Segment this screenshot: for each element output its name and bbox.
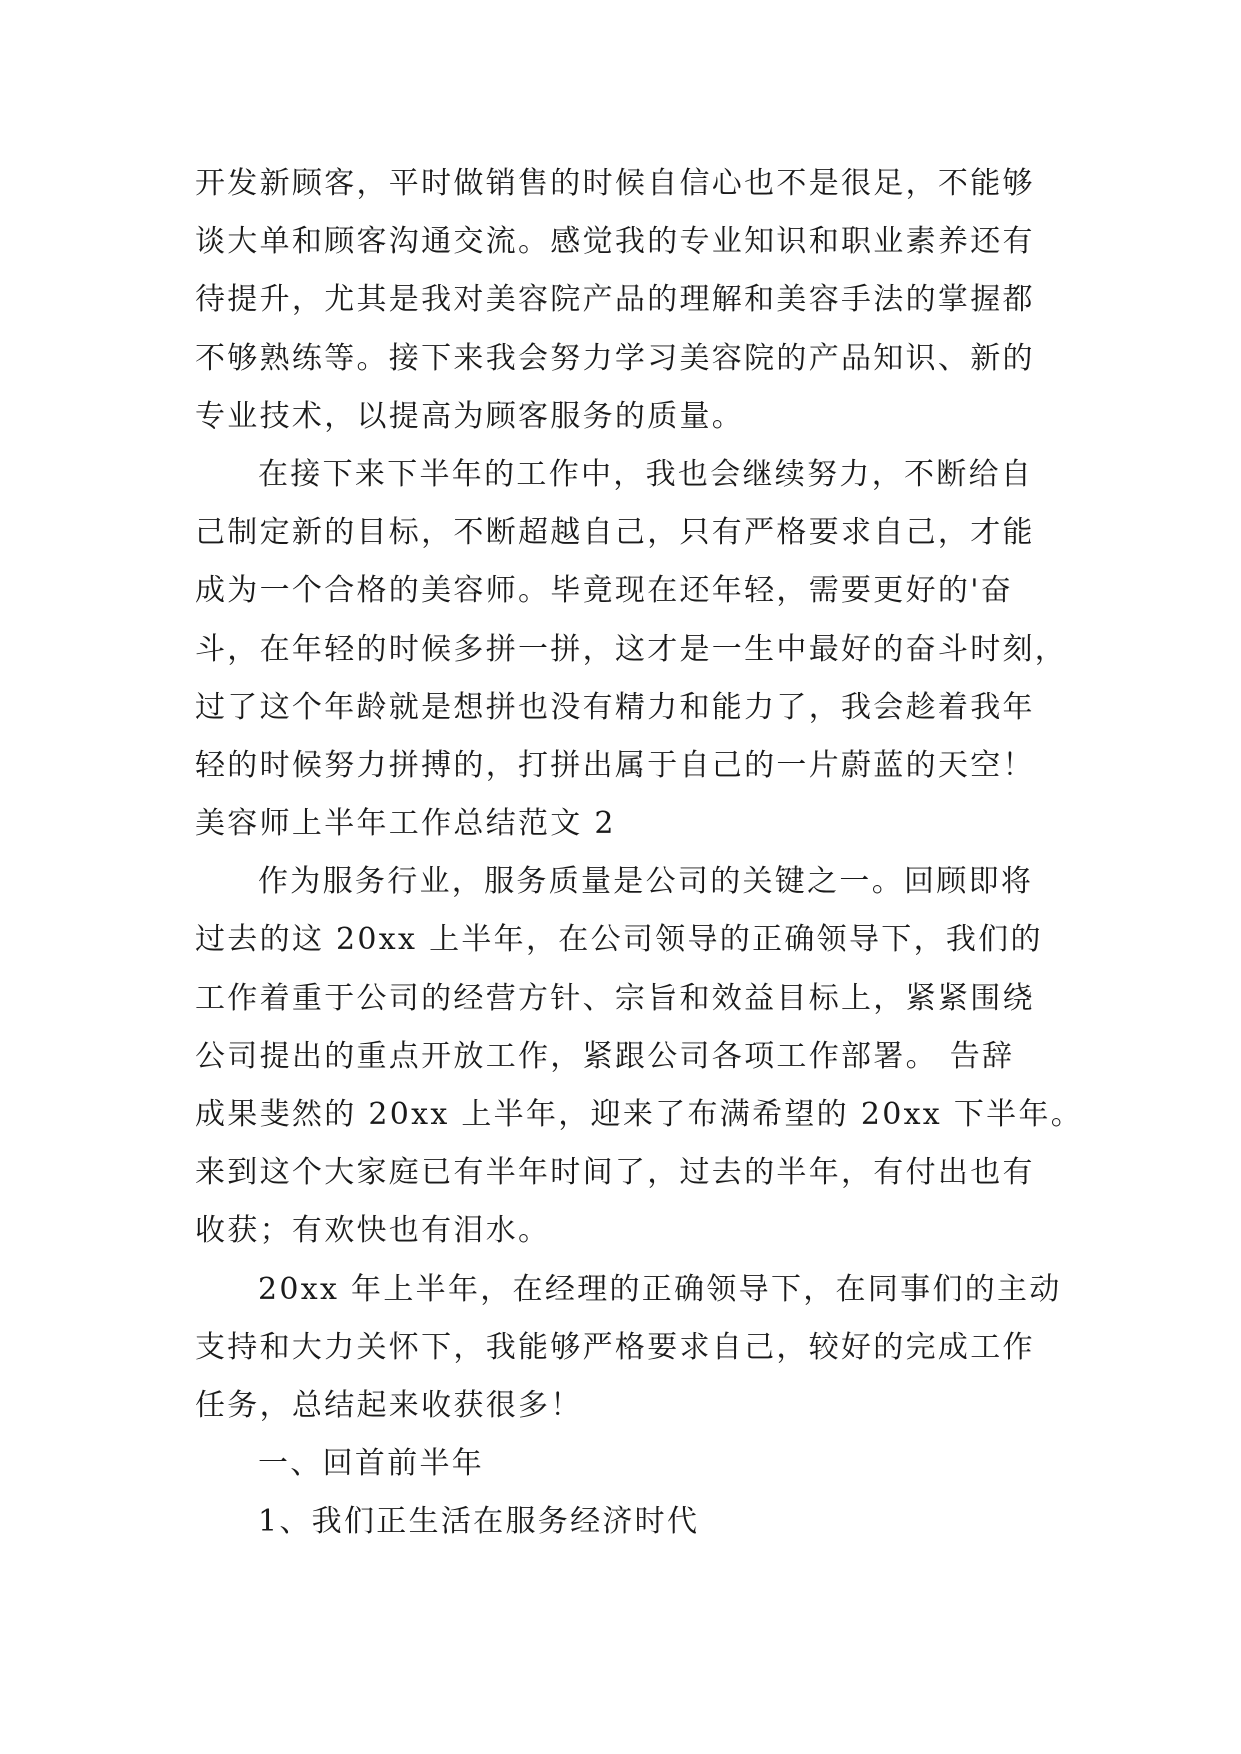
- text-line: 待提升，尤其是我对美容院产品的理解和美容手法的掌握都: [195, 282, 1035, 318]
- text-line: 公司提出的重点开放工作，紧跟公司各项工作部署。 告辞: [195, 1038, 1015, 1074]
- text-line: 工作着重于公司的经营方针、宗旨和效益目标上，紧紧围绕: [195, 980, 1035, 1016]
- list-item: 1、我们正生活在服务经济时代: [258, 1504, 700, 1540]
- text-line: 成为一个合格的美容师。毕竟现在还年轻，需要更好的'奋: [195, 573, 1014, 609]
- text-line: 开发新顾客，平时做销售的时候自信心也不是很足，不能够: [195, 166, 1035, 201]
- text-line: 支持和大力关怀下，我能够严格要求自己，较好的完成工作: [195, 1329, 1035, 1365]
- text-line: 任务，总结起来收获很多！: [195, 1387, 583, 1423]
- document-body: [195, 155, 1084, 1552]
- text-line: 谈大单和顾客沟通交流。感觉我的专业知识和职业素养还有: [195, 224, 1035, 260]
- text-line: 己制定新的目标，不断超越自己，只有严格要求自己，才能: [195, 515, 1035, 551]
- text-line: 专业技术，以提高为顾客服务的质量。: [195, 398, 745, 434]
- paragraph-start-line: 在接下来下半年的工作中，我也会继续努力，不断给自: [258, 456, 1034, 492]
- paragraph-start-line: 20xx 年上半年，在经理的正确领导下，在同事们的主动: [258, 1271, 1062, 1307]
- text-line: 来到这个大家庭已有半年时间了，过去的半年，有付出也有: [195, 1155, 1035, 1191]
- text-line: 斗，在年轻的时候多拼一拼，这才是一生中最好的奋斗时刻，: [195, 631, 1068, 667]
- section-heading: 美容师上半年工作总结范文 2: [195, 806, 616, 842]
- text-line: 成果斐然的 20xx 上半年，迎来了布满希望的 20xx 下半年。: [195, 1097, 1084, 1132]
- text-line: 过去的这 20xx 上半年，在公司领导的正确领导下，我们的: [195, 922, 1043, 958]
- paragraph-start-line: 作为服务行业，服务质量是公司的关键之一。回顾即将: [258, 864, 1034, 900]
- text-line: 过了这个年龄就是想拼也没有精力和能力了，我会趁着我年: [195, 689, 1035, 725]
- subsection-heading: 一、回首前半年: [258, 1446, 485, 1482]
- text-line: 收获；有欢快也有泪水。: [195, 1213, 551, 1249]
- text-line: 轻的时候努力拼搏的，打拼出属于自己的一片蔚蓝的天空！: [195, 747, 1035, 783]
- text-line: 不够熟练等。接下来我会努力学习美容院的产品知识、新的: [195, 340, 1035, 376]
